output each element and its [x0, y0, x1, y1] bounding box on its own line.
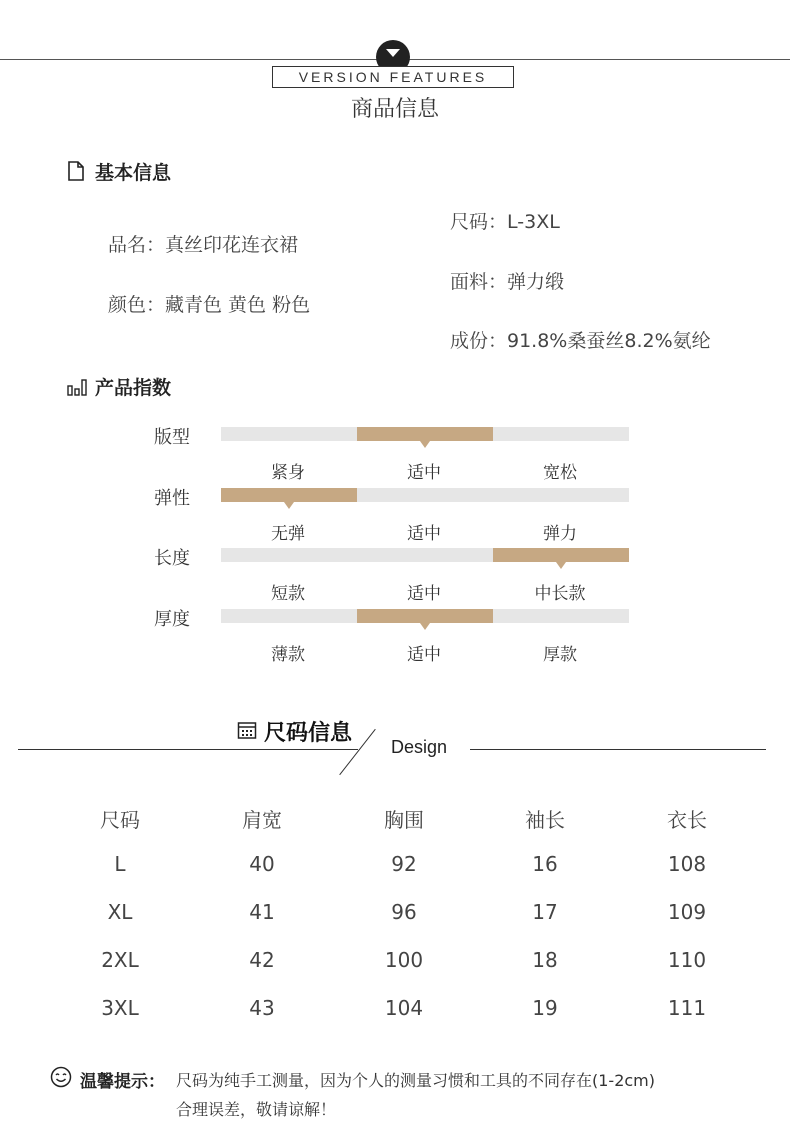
table-cell: 104 [384, 996, 424, 1020]
smiley-icon [50, 1066, 72, 1088]
tip-line-2: 合理误差，敬请谅解！ [176, 1100, 337, 1119]
table-header-cell: 尺码 [100, 808, 140, 832]
index-track [221, 609, 629, 623]
bar-chart-icon [67, 378, 89, 396]
table-cell: 2XL [101, 948, 139, 972]
index-track [221, 548, 629, 562]
index-tick-label: 弹力 [543, 523, 577, 544]
table-header-cell: 衣长 [667, 808, 707, 832]
index-tick-label: 适中 [407, 584, 441, 604]
divider-left [18, 749, 358, 750]
table-cell: 18 [532, 948, 558, 972]
table-cell: XL [107, 900, 133, 924]
table-cell: 43 [249, 996, 275, 1020]
index-track [221, 427, 629, 441]
table-cell: 111 [667, 996, 707, 1020]
index-fill [221, 488, 357, 502]
table-cell: 92 [391, 852, 417, 876]
size-info-heading: 尺码信息 [264, 721, 353, 746]
index-label: 版型 [154, 427, 190, 448]
basic-info-heading: 基本信息 [95, 162, 172, 184]
calendar-icon [237, 720, 257, 740]
table-cell: 16 [532, 852, 558, 876]
product-colors: 颜色：藏青色 黄色 粉色 [108, 294, 311, 316]
divider-right [470, 749, 766, 750]
table-cell: 100 [384, 948, 424, 972]
index-label: 长度 [154, 548, 190, 569]
table-cell: 41 [249, 900, 275, 924]
index-pointer [420, 441, 430, 448]
table-cell: 96 [391, 900, 417, 924]
index-tick-label: 厚款 [543, 644, 577, 665]
index-tick-label: 适中 [407, 644, 441, 665]
product-size-range: 尺码：L-3XL [450, 211, 560, 233]
page-title: 商品信息 [350, 97, 439, 122]
index-label: 弹性 [154, 487, 190, 509]
index-pointer [284, 502, 294, 509]
table-cell: 109 [667, 900, 707, 924]
table-cell: 40 [249, 852, 275, 876]
index-label: 厚度 [154, 608, 190, 630]
product-index-heading: 产品指数 [95, 377, 172, 399]
index-tick-label: 短款 [271, 584, 305, 604]
index-tick-label: 适中 [407, 463, 441, 483]
index-track [221, 488, 629, 502]
table-header-cell: 胸围 [384, 808, 424, 832]
index-fill [357, 427, 493, 441]
index-tick-label: 中长款 [534, 584, 586, 604]
table-cell: 108 [667, 852, 707, 876]
index-tick-label: 宽松 [543, 463, 577, 483]
table-cell: L [114, 852, 126, 876]
table-cell: 110 [667, 948, 707, 972]
product-composition: 成份：91.8%桑蚕丝8.2%氨纶 [450, 330, 711, 352]
product-fabric: 面料：弹力缎 [450, 271, 565, 293]
tip-label: 温馨提示： [80, 1072, 165, 1092]
index-tick-label: 无弹 [271, 523, 305, 544]
index-pointer [556, 562, 566, 569]
index-tick-label: 薄款 [271, 644, 305, 665]
table-cell: 19 [532, 996, 558, 1020]
table-cell: 17 [532, 900, 558, 924]
tip-line-1: 尺码为纯手工测量，因为个人的测量习惯和工具的不同存在(1-2cm) [176, 1071, 656, 1090]
table-cell: 3XL [101, 996, 139, 1020]
design-label: Design [391, 737, 448, 757]
table-header-cell: 肩宽 [242, 808, 282, 832]
table-header-cell: 袖长 [525, 808, 565, 832]
index-tick-label: 适中 [407, 523, 441, 544]
index-fill [357, 609, 493, 623]
chevron-down-icon [386, 49, 400, 57]
version-features-label: VERSION FEATURES [272, 66, 514, 88]
index-tick-label: 紧身 [271, 463, 305, 483]
product-name: 品名：真丝印花连衣裙 [108, 234, 299, 256]
table-cell: 42 [249, 948, 275, 972]
index-pointer [420, 623, 430, 630]
document-icon [67, 161, 85, 181]
index-fill [493, 548, 629, 562]
